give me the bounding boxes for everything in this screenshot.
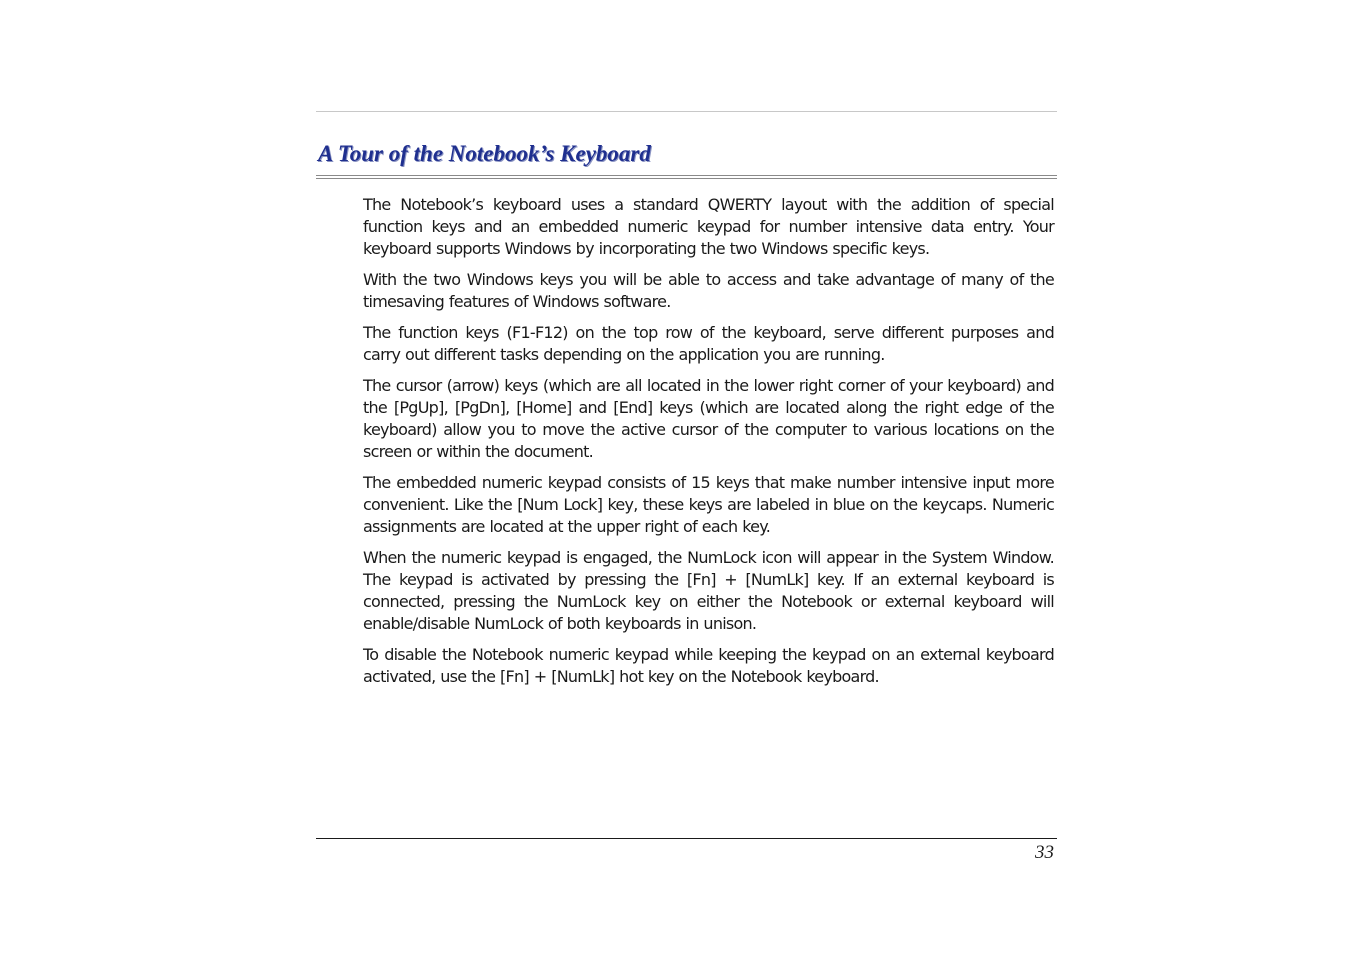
paragraph-cursor-keys: The cursor (arrow) keys (which are all located in the lower right corner of your keyboard) and the [PgUp], [PgDn], [Home] and [End] keys (which are located along the right edge of the keyboard) allow you to move the active cursor of the computer to various locations on the screen or within the document. — [363, 376, 1054, 461]
footer-rule — [316, 838, 1057, 839]
header-rule — [316, 111, 1057, 112]
title-underline-top — [316, 175, 1057, 176]
paragraph-keyboard-layout: The Notebook’s keyboard uses a standard QWERTY layout with the addition of special function keys and an embedded numeric keypad for number intensive data entry. Your keyboard supports Windows by incorporating the two Windows specific keys. — [363, 195, 1054, 258]
body-text — [363, 194, 1054, 697]
paragraph-function-keys: The function keys (F1-F12) on the top row of the keyboard, serve different purposes and carry out different tasks depending on the application you are running. — [363, 323, 1054, 364]
title-underline-bottom — [316, 178, 1057, 179]
paragraph-numlock: When the numeric keypad is engaged, the NumLock icon will appear in the System Window. The keypad is activated by pressing the [Fn] + [NumLk] key. If an external keyboard is connected, pressing the NumLock key on either the Notebook or external keyboard will enable/disable NumLock of both keyboards in unison. — [363, 548, 1054, 633]
paragraph-numeric-keypad: The embedded numeric keypad consists of 15 keys that make number intensive input more convenient. Like the [Num Lock] key, these keys are labeled in blue on the keycaps. Numeric assignments are located at the upper right of each key. — [363, 473, 1054, 536]
page-title: A Tour of the Notebook’s Keyboard — [318, 141, 651, 166]
page-number: 33 — [1035, 842, 1054, 863]
paragraph-windows-keys: With the two Windows keys you will be able to access and take advantage of many of the timesaving features of Windows software. — [363, 270, 1054, 311]
paragraph-disable-keypad: To disable the Notebook numeric keypad while keeping the keypad on an external keyboard activated, use the [Fn] + [NumLk] hot key on the Notebook keyboard. — [363, 645, 1054, 686]
